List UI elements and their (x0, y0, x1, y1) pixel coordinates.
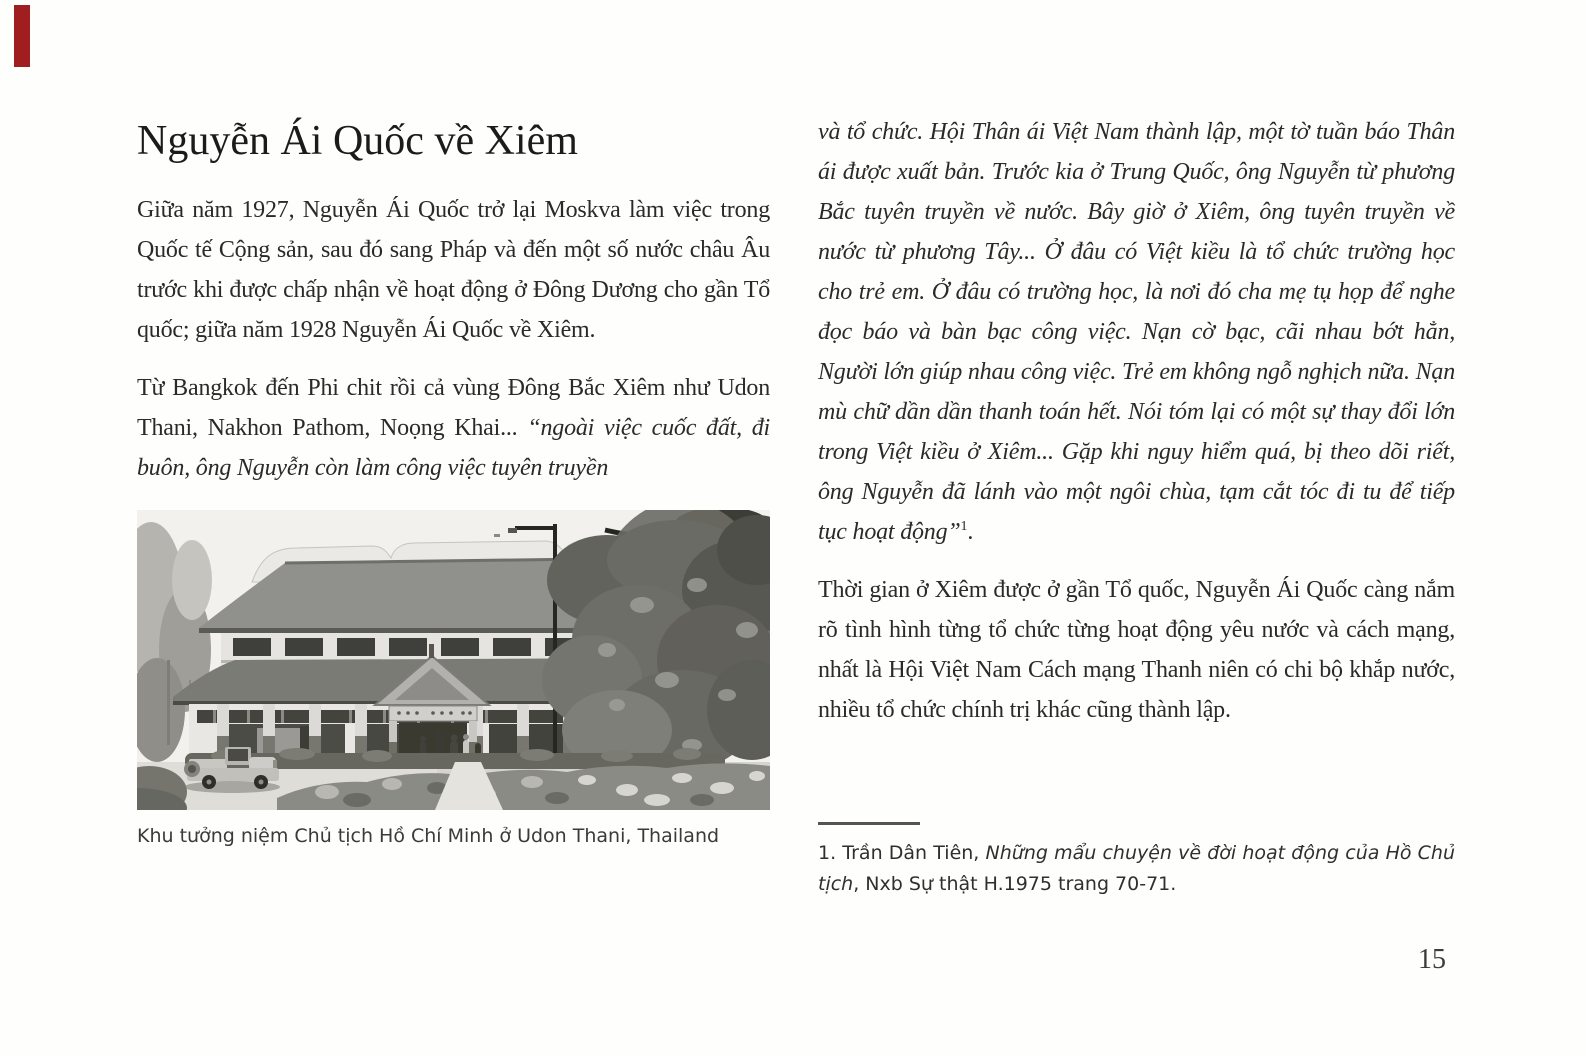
figure (137, 510, 770, 849)
memorial-photo-illustration (137, 510, 770, 810)
paragraph-1 (137, 190, 770, 350)
paragraph-2 (137, 368, 770, 488)
footnote-block (818, 822, 1455, 900)
quote-continuation-paragraph (818, 112, 1455, 552)
page-title: Nguyễn Ái Quốc về Xiêm (137, 118, 578, 164)
right-column (818, 112, 1455, 748)
footnote-book-title: Những mẩu chuyện về đời hoạt động của Hồ Chủ tịch (818, 842, 1455, 895)
quote-start-italic: “ngoài việc cuốc đất, đi buôn, ông Nguyễn còn làm công việc tuyên truyền (137, 415, 770, 481)
page-number: 15 (1418, 944, 1446, 975)
paragraph-2-text: Từ Bangkok đến Phi chit rồi cả vùng Đông Bắc Xiêm như Udon Thani, Nakhon Pathom, Noọng Khai... (137, 375, 770, 441)
quote-end-period: . (967, 519, 974, 545)
spine-accent-bar (14, 5, 30, 67)
figure-caption: Khu tưởng niệm Chủ tịch Hồ Chí Minh ở Udon Thani, Thailand (137, 825, 720, 847)
footnote-divider (818, 822, 920, 825)
memorial-photo (137, 510, 770, 810)
paragraph-1-text: Giữa năm 1927, Nguyễn Ái Quốc trở lại Moskva làm việc trong Quốc tế Cộng sản, sau đó sang Pháp và đến một số nước châu Âu trước khi được chấp nhận về hoạt động ở Đông Dương cho gần Tổ quốc; giữa năm 1928 Nguyễn Ái Quốc về Xiêm. (137, 197, 770, 343)
footnote-prefix: 1. Trần Dân Tiên, (818, 842, 986, 864)
footnote-suffix: , Nxb Sự thật H.1975 trang 70-71. (853, 873, 1177, 895)
left-column (137, 116, 770, 849)
right-tree (542, 510, 770, 782)
footnote-text (818, 838, 1455, 900)
paragraph-3: Thời gian ở Xiêm được ở gần Tổ quốc, Nguyễn Ái Quốc càng nắm rõ tình hình từng tổ chức từng hoạt động yêu nước và cách mạng, nhất là Hội Việt Nam Cách mạng Thanh niên có chi bộ khắp nước, nhiều tổ chức chính trị khác cũng thành lập. (818, 577, 1455, 723)
footnote-marker: 1 (960, 519, 968, 534)
quote-italic-text: và tổ chức. Hội Thân ái Việt Nam thành lập, một tờ tuần báo Thân ái được xuất bản. Trước kia ở Trung Quốc, ông Nguyễn từ phương Bắc tuyên truyền về nước. Bây giờ ở Xiêm, ông tuyên truyền về nước từ phương Tây... Ở đâu có Việt kiều là tổ chức trường học cho trẻ em. Ở đâu có trường học, là nơi đó cha mẹ tụ họp để nghe đọc báo và bàn bạc công việc. Nạn cờ bạc, cãi nhau bớt hẳn, Người lớn giúp nhau công việc. Trẻ em không ngỗ nghịch nữa. Nạn mù chữ dần dần thanh toán hết. Nói tóm lại có một sự thay đổi lớn trong Việt kiều ở Xiêm... Gặp khi nguy hiểm quá, bị theo dõi riết, ông Nguyễn đã lánh vào một ngôi chùa, tạm cắt tóc đi tu để tiếp tục hoạt động” (818, 119, 1455, 545)
